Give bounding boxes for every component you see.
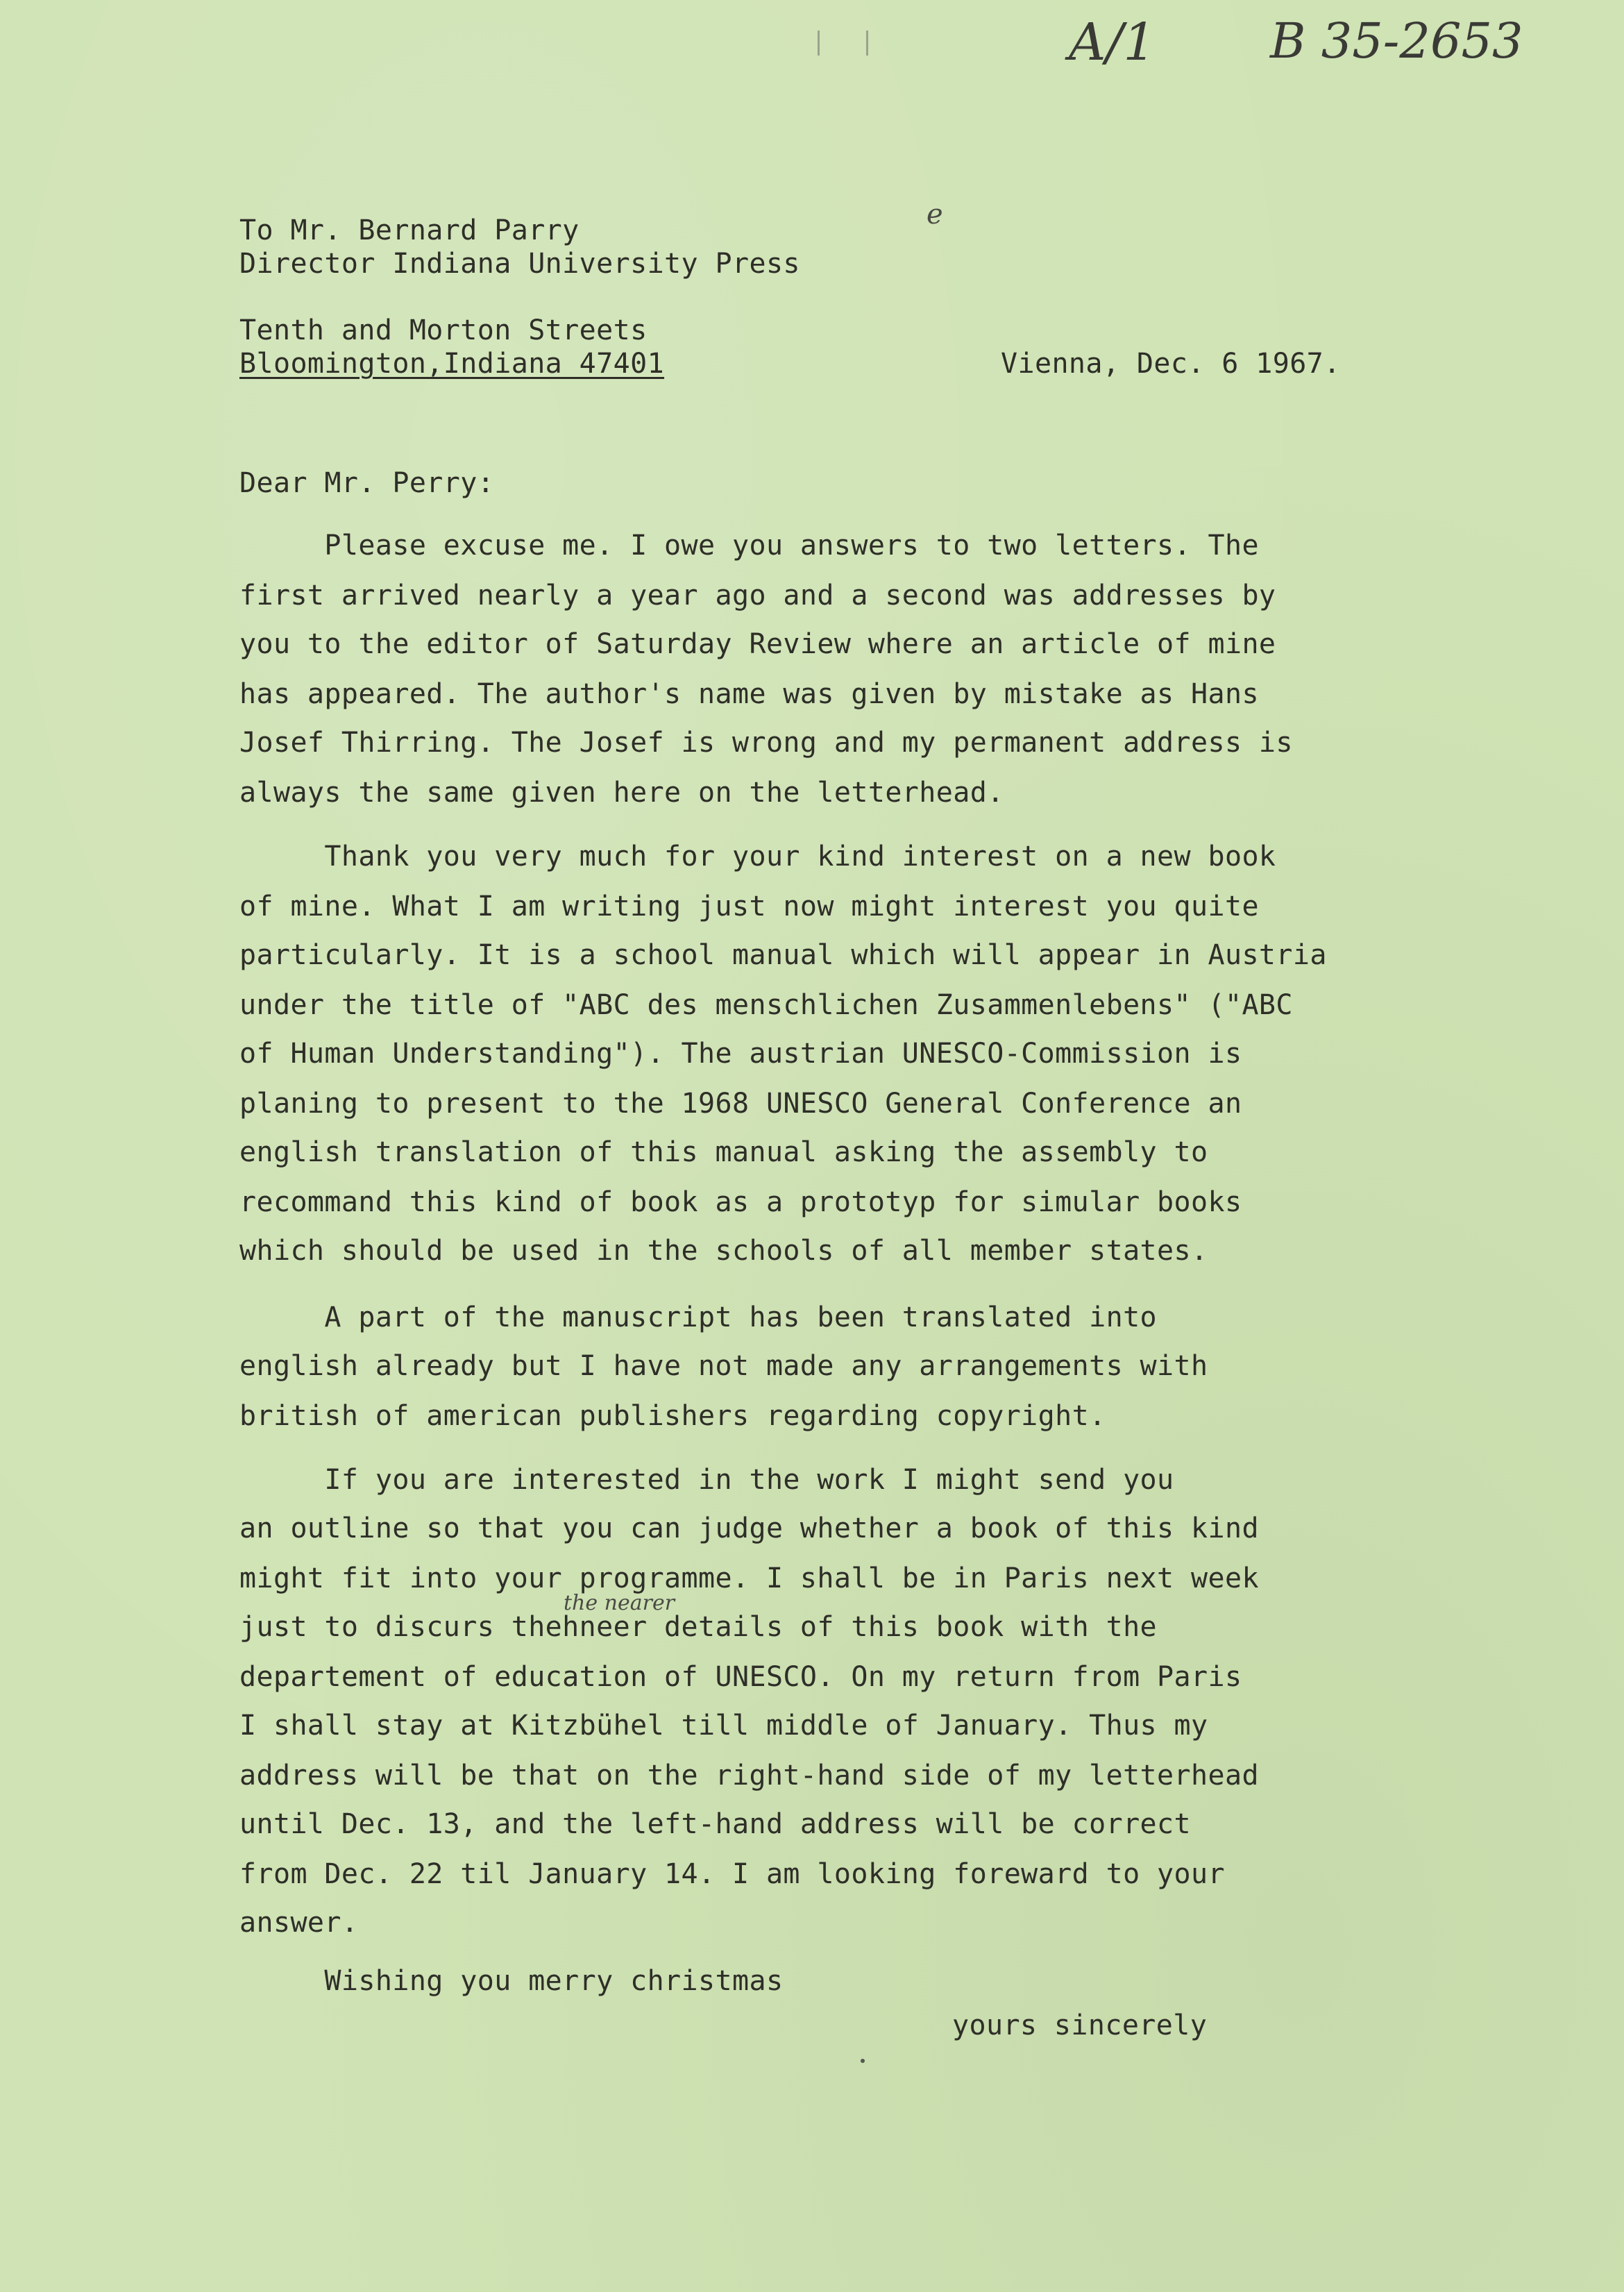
paragraph-4-line: an outline so that you can judge whether a book of this kind	[239, 1512, 1259, 1544]
letter-date: Vienna, Dec. 6 1967.	[1001, 348, 1341, 380]
paragraph-1-line: Please excuse me. I owe you answers to two letters. The	[239, 530, 1259, 562]
paragraph-2-line: of mine. What I am writing just now might interest you quite	[239, 891, 1259, 922]
paragraph-2-line: of Human Understanding"). The austrian UNESCO-Commission is	[239, 1038, 1242, 1070]
archive-ref-2: B 35-2653	[1270, 12, 1523, 69]
paragraph-1-line: first arrived nearly a year ago and a second was addresses by	[239, 580, 1276, 612]
paragraph-1-line: Josef Thirring. The Josef is wrong and my permanent address is	[239, 727, 1293, 759]
city-line: Bloomington,Indiana 47401	[239, 348, 665, 380]
archive-ref-1: A/1	[1069, 12, 1156, 72]
paragraph-4-line: from Dec. 22 til January 14. I am looking foreward to your	[239, 1858, 1225, 1890]
paragraph-4-line: answer.	[239, 1907, 359, 1939]
paragraph-4-line: until Dec. 13, and the left-hand address will be correct	[239, 1808, 1191, 1840]
handwritten-correction-e: e	[927, 199, 943, 230]
paragraph-1-line: has appeared. The author's name was given by mistake as Hans	[239, 678, 1259, 710]
paragraph-1-line: always the same given here on the letterhead.	[239, 777, 1004, 809]
closing-wish: Wishing you merry christmas	[239, 1965, 784, 1997]
paragraph-4-line: If you are interested in the work I might send you	[239, 1464, 1174, 1496]
paragraph-3-line: english already but I have not made any arrangements with	[239, 1350, 1208, 1382]
paragraph-2-line: english translation of this manual asking the assembly to	[239, 1136, 1208, 1168]
paragraph-2-line: planing to present to the 1968 UNESCO General Conference an	[239, 1088, 1242, 1120]
paragraph-2-line: which should be used in the schools of all member states.	[239, 1235, 1208, 1267]
paragraph-2-line: Thank you very much for your kind interest on a new book	[239, 841, 1276, 873]
handwritten-insert-nearer: the nearer	[564, 1591, 675, 1615]
salutation: Dear Mr. Perry:	[239, 467, 495, 499]
ink-dot	[861, 2059, 865, 2063]
paragraph-3-line: british of american publishers regarding copyright.	[239, 1400, 1106, 1432]
pencil-marks	[812, 31, 874, 58]
paragraph-4-line: departement of education of UNESCO. On my return from Paris	[239, 1661, 1242, 1693]
paragraph-4-line: might fit into your programme. I shall be in Paris next week	[239, 1562, 1259, 1594]
paragraph-4-line: address will be that on the right-hand side of my letterhead	[239, 1760, 1259, 1792]
paragraph-2-line: particularly. It is a school manual which will appear in Austria	[239, 939, 1327, 971]
address-line-2: Director Indiana University Press	[239, 248, 800, 280]
paragraph-3-line: A part of the manuscript has been translated into	[239, 1301, 1158, 1333]
paragraph-2-line: under the title of "ABC des menschlichen Zusammenlebens" ("ABC	[239, 989, 1293, 1021]
closing-signoff: yours sincerely	[952, 2009, 1208, 2041]
paragraph-1-line: you to the editor of Saturday Review where an article of mine	[239, 628, 1276, 660]
street-line: Tenth and Morton Streets	[239, 314, 648, 346]
paragraph-4-line: I shall stay at Kitzbühel till middle of January. Thus my	[239, 1710, 1208, 1742]
paragraph-2-line: recommand this kind of book as a prototyp for simular books	[239, 1186, 1242, 1218]
address-line-1: To Mr. Bernard Parry	[239, 214, 580, 246]
paragraph-4-line: just to discurs thehneer details of this book with the	[239, 1611, 1158, 1643]
